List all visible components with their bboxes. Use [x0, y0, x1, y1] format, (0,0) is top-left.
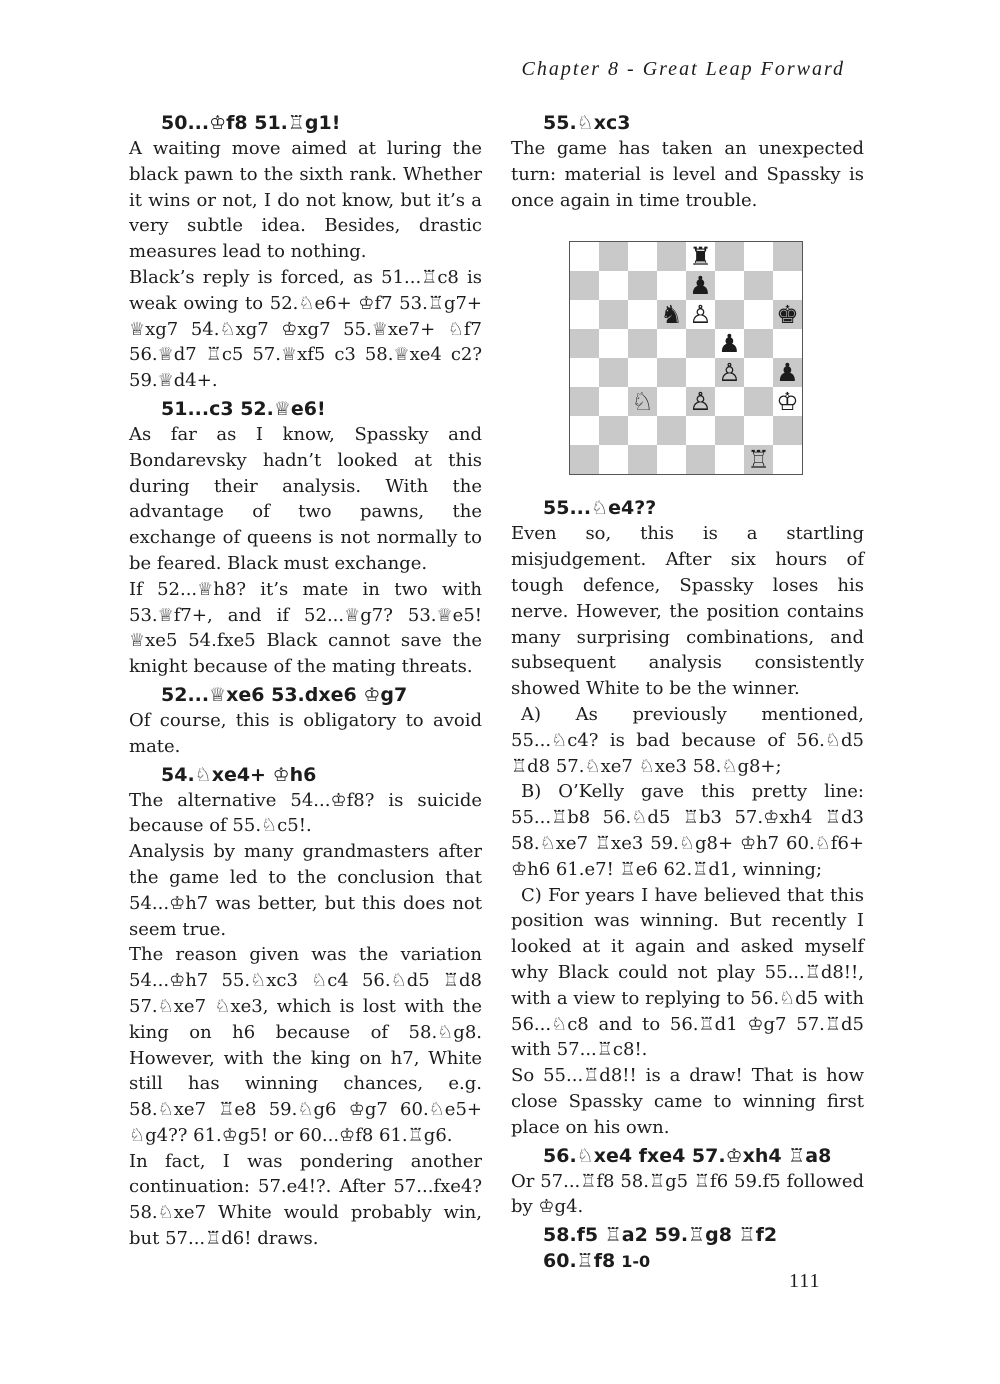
board-square	[773, 271, 802, 300]
board-square	[599, 358, 628, 387]
board-square	[715, 445, 744, 474]
paragraph: The game has taken an unexpected turn: material is level and Spassky is once again in time trouble.	[511, 138, 864, 211]
board-square	[599, 445, 628, 474]
right-column	[511, 108, 864, 1275]
board-square	[744, 445, 773, 474]
board-square	[686, 329, 715, 358]
board-square	[570, 387, 599, 416]
board-square	[773, 300, 802, 329]
board-square	[657, 271, 686, 300]
board-square	[599, 300, 628, 329]
move-text: 54.♘xe4+ ♔h6	[161, 763, 317, 786]
board-square	[570, 271, 599, 300]
board-square	[570, 300, 599, 329]
board-square	[628, 445, 657, 474]
running-header: Chapter 8 - Great Leap Forward	[521, 58, 845, 80]
black-knight-icon: ♞	[660, 300, 683, 330]
board-square	[744, 387, 773, 416]
move-text: 56.♘xe4 fxe4 57.♔xh4 ♖a8	[543, 1144, 832, 1167]
board-square	[657, 387, 686, 416]
board-square	[570, 445, 599, 474]
white-pawn-icon: ♙	[718, 358, 741, 388]
left-column	[129, 108, 482, 1252]
white-pawn-icon: ♙	[689, 300, 712, 330]
board-square	[628, 358, 657, 387]
board-square	[628, 387, 657, 416]
move-heading	[511, 110, 864, 136]
paragraph: B) O’Kelly gave this pretty line: 55...♖b8 56.♘d5 ♖b3 57.♔xh4 ♖d3 58.♘xe7 ♖xe3 59.♘g8+ ♔h7 60.♘f6+ ♔h6 61.e7! ♖e6 62.♖d1, winning;	[511, 781, 864, 880]
right-column-bottom	[511, 495, 864, 1275]
move-heading	[129, 110, 482, 136]
paragraph: In fact, I was pondering another continuation: 57.e4!?. After 57...fxe4? 58.♘xe7 White would probably win, but 57...♖d6! draws.	[129, 1150, 482, 1250]
move-heading	[511, 495, 864, 521]
board-square	[599, 387, 628, 416]
move-text: 55.♘xc3	[543, 112, 631, 134]
white-king-icon: ♔	[776, 387, 799, 417]
paragraph: Even so, this is a startling misjudgement. After six hours of tough defence, Spassky loses his nerve. However, the position contains many surprising combinations, and subsequent analysis consistently showed White to be the winner.	[511, 523, 864, 700]
board-square	[715, 300, 744, 329]
board-square	[715, 242, 744, 271]
white-rook-icon: ♖	[747, 445, 770, 475]
paragraph: The alternative 54...♔f8? is suicide because of 55.♘c5!.	[129, 789, 482, 837]
board-square	[773, 416, 802, 445]
white-pawn-icon: ♙	[689, 387, 712, 417]
chess-board	[569, 241, 803, 475]
board-square	[744, 271, 773, 300]
board-square	[715, 329, 744, 358]
paragraph: C) For years I have believed that this position was winning. But recently I looked at it again and asked myself why Black could not play 55...♖d8!!, with a view to replying to 56.♘d5 with 56...♘c8 and to 56.♖d1 ♔g7 57.♖d5 with 57...♖c8!.	[511, 884, 864, 1061]
paragraph: Of course, this is obligatory to avoid mate.	[129, 709, 482, 757]
board-square	[715, 358, 744, 387]
board-square	[686, 242, 715, 271]
right-column-top	[511, 110, 864, 213]
white-knight-icon: ♘	[631, 387, 654, 417]
board-square	[773, 358, 802, 387]
board-square	[686, 387, 715, 416]
board-square	[570, 329, 599, 358]
board-square	[628, 416, 657, 445]
board-square	[773, 242, 802, 271]
board-square	[744, 300, 773, 329]
move-text: 55...♘e4??	[543, 497, 657, 520]
paragraph: A waiting move aimed at luring the black pawn to the sixth rank. Whether it wins or not, I do not know, but it’s a very subtle idea. Besides, drastic measures lead to nothing.	[129, 138, 482, 263]
paragraph: Or 57...♖f8 58.♖g5 ♖f6 59.f5 followed by ♔g4.	[511, 1170, 864, 1218]
board-square	[744, 329, 773, 358]
chess-diagram	[569, 241, 864, 475]
paragraph: The reason given was the variation 54...♔h7 55.♘xc3 ♘c4 56.♘d5 ♖d8 57.♘xe7 ♘xe3, which is lost with the king on h6 because of 58.♘g8. However, with the king on h7, White still has winning chances, e.g. 58.♘xe7 ♖e8 59.♘g6 ♔g7 60.♘e5+ ♘g4?? 61.♔g5! or 60...♔f8 61.♖g6.	[129, 944, 482, 1146]
paragraph: Analysis by many grandmasters after the game led to the conclusion that 54...♔h7 was better, but this does not seem true.	[129, 841, 482, 940]
board-square	[715, 387, 744, 416]
paragraph: If 52...♕h8? it’s mate in two with 53.♕f7+, and if 52...♕g7? 53.♕e5! ♕xe5 54.fxe5 Black cannot save the knight because of the mating threats.	[129, 578, 482, 678]
board-square	[628, 300, 657, 329]
board-square	[773, 445, 802, 474]
board-square	[570, 416, 599, 445]
move-heading	[129, 396, 482, 422]
page-number: 111	[789, 1270, 821, 1292]
paragraph: As far as I know, Spassky and Bondarevsky hadn’t looked at this during their analysis. With the advantage of two pawns, the exchange of queens is not normally to be feared. Black must exchange.	[129, 423, 482, 574]
board-square	[599, 271, 628, 300]
board-square	[686, 358, 715, 387]
board-square	[657, 358, 686, 387]
move-heading	[129, 762, 482, 788]
move-heading	[129, 682, 482, 708]
board-square	[744, 242, 773, 271]
board-square	[599, 416, 628, 445]
paragraph: A) As previously mentioned, 55...♘c4? is bad because of 56.♘d5 ♖d8 57.♘xe7 ♘xe3 58.♘g8+;	[511, 703, 864, 777]
board-square	[570, 358, 599, 387]
board-square	[744, 416, 773, 445]
board-square	[657, 416, 686, 445]
board-square	[628, 329, 657, 358]
move-text: 58.f5 ♖a2 59.♖g8 ♖f2 60.♖f8	[543, 1224, 778, 1273]
board-square	[657, 300, 686, 329]
board-square	[657, 242, 686, 271]
board-square	[657, 329, 686, 358]
black-rook-icon: ♜	[689, 242, 712, 272]
board-square	[657, 445, 686, 474]
board-square	[628, 271, 657, 300]
black-pawn-icon: ♟	[776, 358, 799, 388]
move-text: 50...♔f8 51.♖g1!	[161, 112, 341, 134]
black-pawn-icon: ♟	[689, 271, 712, 301]
move-text: 51...c3 52.♕e6!	[161, 397, 326, 420]
board-square	[773, 387, 802, 416]
move-heading	[511, 1143, 864, 1169]
board-square	[744, 358, 773, 387]
paragraph: So 55...♖d8!! is a draw! That is how close Spassky came to winning first place on his own.	[511, 1065, 864, 1138]
move-text: 52...♕xe6 53.dxe6 ♔g7	[161, 683, 408, 706]
board-square	[715, 271, 744, 300]
board-square	[773, 329, 802, 358]
board-square	[686, 300, 715, 329]
black-king-icon: ♚	[776, 300, 799, 330]
board-square	[686, 445, 715, 474]
game-result: 1-0	[621, 1252, 651, 1272]
board-square	[686, 416, 715, 445]
board-square	[686, 271, 715, 300]
paragraph: Black’s reply is forced, as 51...♖c8 is weak owing to 52.♘e6+ ♔f7 53.♖g7+ ♕xg7 54.♘xg7 ♔xg7 55.♕xe7+ ♘f7 56.♕d7 ♖c5 57.♕xf5 c3 58.♕xe4 c2? 59.♕d4+.	[129, 266, 482, 392]
move-heading	[511, 1222, 864, 1275]
board-square	[570, 242, 599, 271]
board-square	[715, 416, 744, 445]
black-pawn-icon: ♟	[718, 329, 741, 359]
board-square	[628, 242, 657, 271]
board-square	[599, 329, 628, 358]
board-square	[599, 242, 628, 271]
